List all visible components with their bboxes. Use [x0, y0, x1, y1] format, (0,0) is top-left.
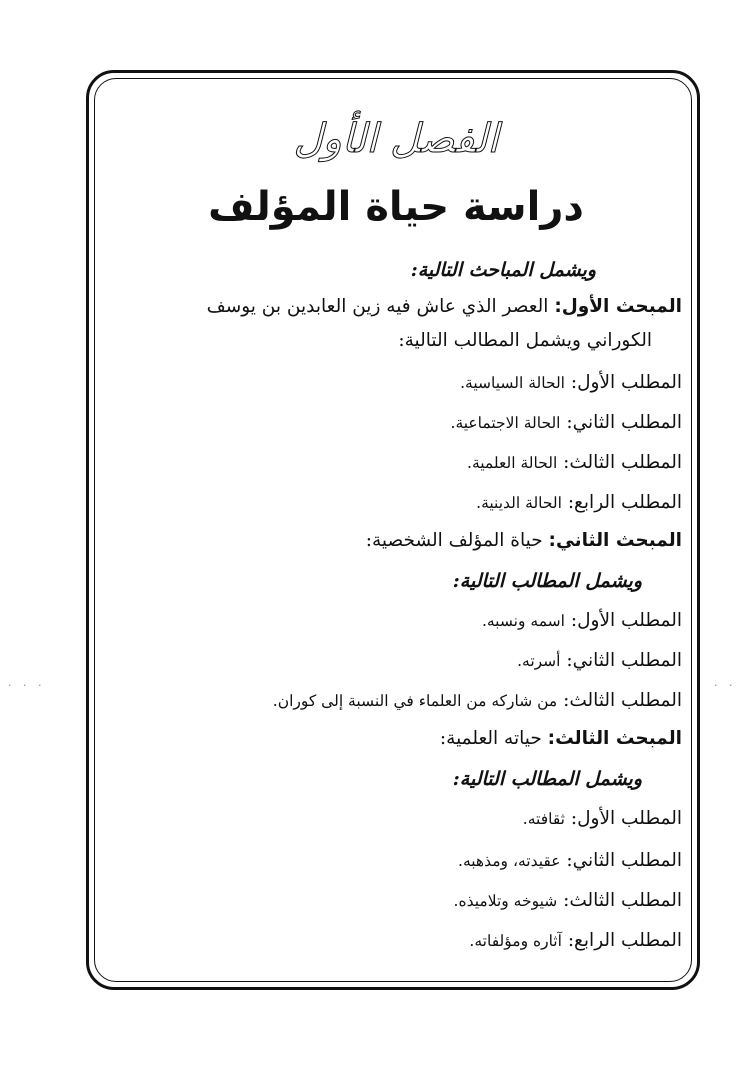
section-2-text: حياة المؤلف الشخصية: [365, 530, 543, 551]
section-2-item-1 [482, 606, 682, 636]
section-3-item-4 [469, 926, 682, 956]
item-head: المطلب الرابع: [567, 930, 682, 951]
item-head: المطلب الرابع: [567, 492, 682, 513]
section-1-item-4 [476, 488, 682, 518]
item-text: الحالة العلمية. [467, 454, 558, 472]
section-3-item-1 [523, 804, 682, 834]
section-1-text-continued: الكوراني ويشمل المطالب التالية: [398, 330, 652, 351]
section-3-item-2 [458, 846, 682, 876]
section-1-head: المبحث الأول: [554, 296, 682, 317]
section-2 [366, 526, 682, 556]
section-1-item-1 [460, 368, 682, 398]
section-2-item-2 [517, 646, 682, 676]
item-head: المطلب الثاني: [566, 850, 682, 871]
item-text: الحالة السياسية. [460, 374, 565, 392]
section-2-intro: ويشمل المطالب التالية: [452, 570, 642, 592]
section-3 [440, 724, 682, 754]
section-1-item-3 [467, 448, 682, 478]
item-text: أسرته. [517, 652, 561, 670]
item-text: آثاره ومؤلفاته. [469, 932, 562, 950]
chapter-title: دراسة حياة المؤلف [208, 184, 584, 230]
section-3-item-3 [454, 886, 682, 916]
item-text: الحالة الاجتماعية. [450, 414, 561, 432]
section-3-head: المبحث الثالث: [547, 728, 682, 749]
item-text: الحالة الدينية. [476, 494, 562, 512]
item-text: عقيدته، ومذهبه. [458, 852, 561, 870]
item-text: شيوخه وتلاميذه. [453, 892, 558, 910]
item-head: المطلب الثاني: [566, 412, 682, 433]
item-text: اسمه ونسبه. [481, 612, 565, 630]
scan-speck: . . [714, 676, 737, 689]
section-1 [207, 292, 682, 322]
item-head: المطلب الأول: [570, 808, 682, 829]
section-2-head: المبحث الثاني: [548, 530, 682, 551]
item-text: من شاركه من العلماء في النسبة إلى كوران. [272, 692, 558, 710]
page-content [110, 90, 682, 238]
item-head: المطلب الثالث: [563, 452, 682, 473]
section-1-text: العصر الذي عاش فيه زين العابدين بن يوسف [206, 296, 549, 317]
item-head: المطلب الأول: [570, 610, 682, 631]
intro-line: ويشمل المباحث التالية: [410, 259, 596, 281]
section-2-item-3 [273, 686, 682, 716]
item-text: ثقافته. [522, 810, 565, 828]
section-1-item-2 [451, 408, 682, 438]
item-head: المطلب الثاني: [566, 650, 682, 671]
chapter-heading: الفصل الأول [293, 116, 499, 162]
item-head: المطلب الثالث: [563, 690, 682, 711]
section-3-intro: ويشمل المطالب التالية: [452, 768, 642, 790]
item-head: المطلب الأول: [570, 372, 682, 393]
scan-speck: . . . [8, 676, 46, 689]
item-head: المطلب الثالث: [563, 890, 682, 911]
section-3-text: حياته العلمية: [439, 728, 542, 749]
